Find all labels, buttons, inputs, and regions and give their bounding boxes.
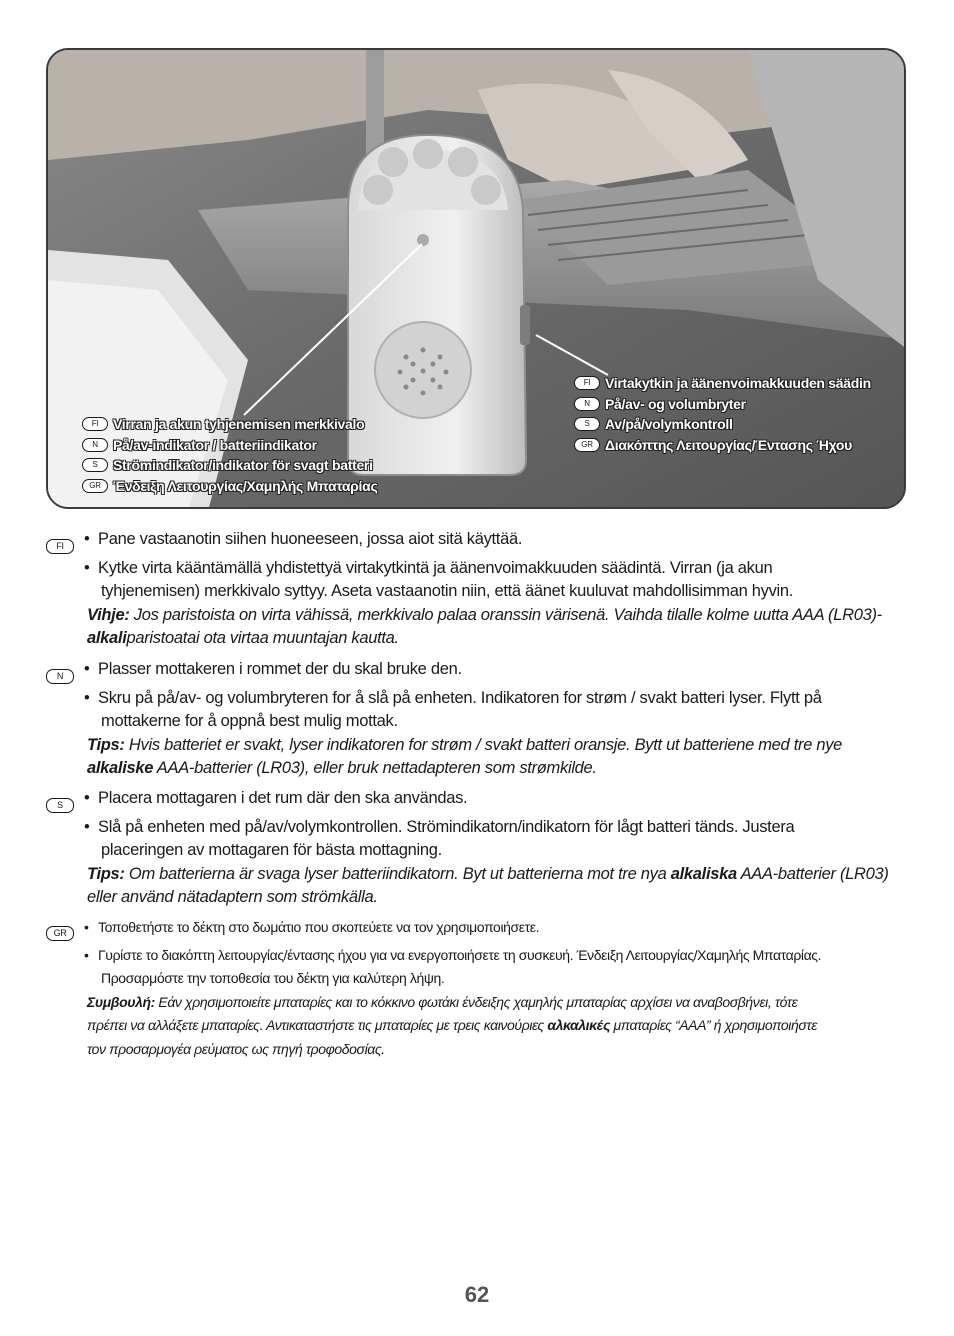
instruction-text: Γυρίστε το διακόπτη λειτουργίας/έντασης ήχου για να ενεργοποιήσετε τη συσκευή. Ένδειξη Λειτουργίας/Χαμηλής Μπαταρίας. xyxy=(98,946,822,963)
tip-text xyxy=(46,1038,916,1062)
right-callout xyxy=(574,373,871,455)
callout-text: Av/på/volymkontroll xyxy=(605,416,733,432)
tip-label: Συμβουλή: xyxy=(87,993,155,1010)
page-number: 62 xyxy=(464,1282,490,1307)
tip-text xyxy=(46,627,916,651)
tip-text xyxy=(46,757,916,781)
tip-bold: αλκαλικές xyxy=(547,1017,611,1033)
tip-text-part: eller använd nätadaptern som strömkälla. xyxy=(87,888,378,906)
tip-text-part: AAA-batterier (LR03), eller bruk nettadapteren som strømkilde. xyxy=(153,759,597,777)
tip-text-part: Εάν χρησιμοποιείτε μπαταρίες και το κόκκινο φωτάκι ένδειξης χαμηλής μπαταρίας αρχίσει να αναβοσβήνει, τότε xyxy=(154,993,798,1010)
instruction-text: placeringen av mottagaren för bästa mottagning. xyxy=(101,841,442,859)
section-s xyxy=(46,787,916,910)
instruction-text: Plasser mottakeren i rommet der du skal bruke den. xyxy=(98,660,462,678)
section-gr xyxy=(46,916,916,1061)
callout-text: Ένδειξη Λειτουργίας/Χαμηλής Μπαταρίας xyxy=(113,477,378,494)
tip-text-part: μπαταρίες “AAA” ή χρησιμοποιήστε xyxy=(610,1017,817,1033)
callout-text: Virtakytkin ja äänenvoimakkuuden säädin xyxy=(605,375,871,391)
tip-text xyxy=(46,991,916,1015)
instruction-text: Skru på på/av- og volumbryteren for å slå på enheten. Indikatoren for strøm / svakt batteri lyser. Flytt på xyxy=(98,688,822,707)
tip-text xyxy=(46,734,916,758)
section-fi xyxy=(46,528,916,651)
bullet: • xyxy=(84,530,90,548)
lang-badge-fi: FI xyxy=(46,539,74,554)
instruction-text: mottakerne for å oppnå best mulig mottak. xyxy=(101,712,398,730)
callout-row-gr xyxy=(574,435,871,456)
callout-text: Διακόπτης Λειτουργίας/Έντασης Ήχου xyxy=(605,436,853,453)
tip-text-part: Om batterierna är svaga lyser batteriindikatorn. Byt ut batterierna mot tre nya xyxy=(124,864,671,883)
tip-text-part: Jos paristoista on virta vähissä, merkkivalo palaa oranssin värisenä. Vaihda tilalle kolme uutta AAA (LR03)- xyxy=(129,605,882,624)
lang-badge-n: N xyxy=(574,397,600,411)
instruction-text: Προσαρμόστε την τοποθεσία του δέκτη για καλύτερη λήψη. xyxy=(101,970,445,986)
bullet: • xyxy=(84,688,90,707)
bullet: • xyxy=(84,817,90,836)
callout-row-s xyxy=(574,414,871,435)
tip-text xyxy=(46,604,916,628)
instruction-text: Placera mottagaren i det rum där den ska användas. xyxy=(98,789,468,807)
tip-bold: alkaliska xyxy=(670,864,737,883)
tip-bold: alkaliske xyxy=(87,759,154,777)
instruction-text: tyhjenemisen) merkkivalo syttyy. Aseta vastaanotin niin, että äänet kuuluvat mahdollisimman hyvin. xyxy=(101,582,794,600)
instruction-text: Pane vastaanotin siihen huoneeseen, jossa aiot sitä käyttää. xyxy=(98,530,523,548)
lang-badge-n: N xyxy=(82,438,108,452)
tip-label: Vihje: xyxy=(87,605,130,624)
tip-text-part: Hvis batteriet er svakt, lyser indikatoren for strøm / svakt batteri oransje. Bytt ut batteriene med tre nye xyxy=(124,735,843,754)
product-photo xyxy=(46,48,906,509)
lang-badge-gr: GR xyxy=(574,438,600,452)
lang-badge-s: S xyxy=(46,798,74,813)
bullet: • xyxy=(84,558,90,577)
callout-row-fi xyxy=(574,373,871,394)
bullet: • xyxy=(84,789,90,807)
tip-label: Tips: xyxy=(87,864,125,883)
instruction-text: Slå på enheten med på/av/volymkontrollen. Strömindikatorn/indikatorn för lågt batteri tänds. Justera xyxy=(98,817,795,836)
callout-row-n xyxy=(574,394,871,415)
tip-label: Tips: xyxy=(87,735,125,754)
callout-row-n xyxy=(82,435,377,456)
tip-text xyxy=(46,1014,916,1038)
callout-text: På/av- og volumbryter xyxy=(605,395,746,412)
bullet: • xyxy=(84,660,90,678)
instruction-text: Kytke virta kääntämällä yhdistettyä virtakytkintä ja äänenvoimakkuuden säädintä. Virran (ja akun xyxy=(98,558,773,577)
tip-text-part: AAA-batterier (LR03) xyxy=(736,864,889,883)
lang-badge-fi: FI xyxy=(574,376,600,390)
lang-badge-fi: FI xyxy=(82,417,108,431)
lang-badge-s: S xyxy=(574,417,600,431)
left-callout xyxy=(82,414,377,496)
tip-text xyxy=(46,886,916,910)
callout-text: Virran ja akun tyhjenemisen merkkivalo xyxy=(113,416,365,432)
tip-text-part: πρέπει να αλλάξετε μπαταρίες. Αντικαταστήστε τις μπαταρίες με τρεις καινούριες xyxy=(87,1017,548,1033)
callout-row-gr xyxy=(82,476,377,497)
lang-badge-gr: GR xyxy=(82,479,108,493)
section-n xyxy=(46,658,916,781)
lang-badge-s: S xyxy=(82,458,108,472)
tip-text-part: τον προσαρμογέα ρεύματος ως πηγή τροφοδοσίας. xyxy=(87,1040,385,1057)
callout-row-fi xyxy=(82,414,377,435)
callout-text: På/av-indikator / batteriindikator xyxy=(113,436,317,453)
callout-row-s xyxy=(82,455,377,476)
lang-badge-n: N xyxy=(46,669,74,684)
bullet: • xyxy=(84,919,89,935)
tip-bold: alkali xyxy=(87,629,127,647)
bullet: • xyxy=(84,946,89,963)
tip-text-part: paristoatai ota virtaa muuntajan kautta. xyxy=(126,629,399,647)
tip-text xyxy=(46,863,916,887)
lang-badge-gr: GR xyxy=(46,926,74,941)
callout-text: Strömindikator/indikator för svagt batteri xyxy=(113,457,373,473)
instruction-text: Τοποθετήστε το δέκτη στο δωμάτιο που σκοπεύετε να τον χρησιμοποιήσετε. xyxy=(98,919,540,935)
